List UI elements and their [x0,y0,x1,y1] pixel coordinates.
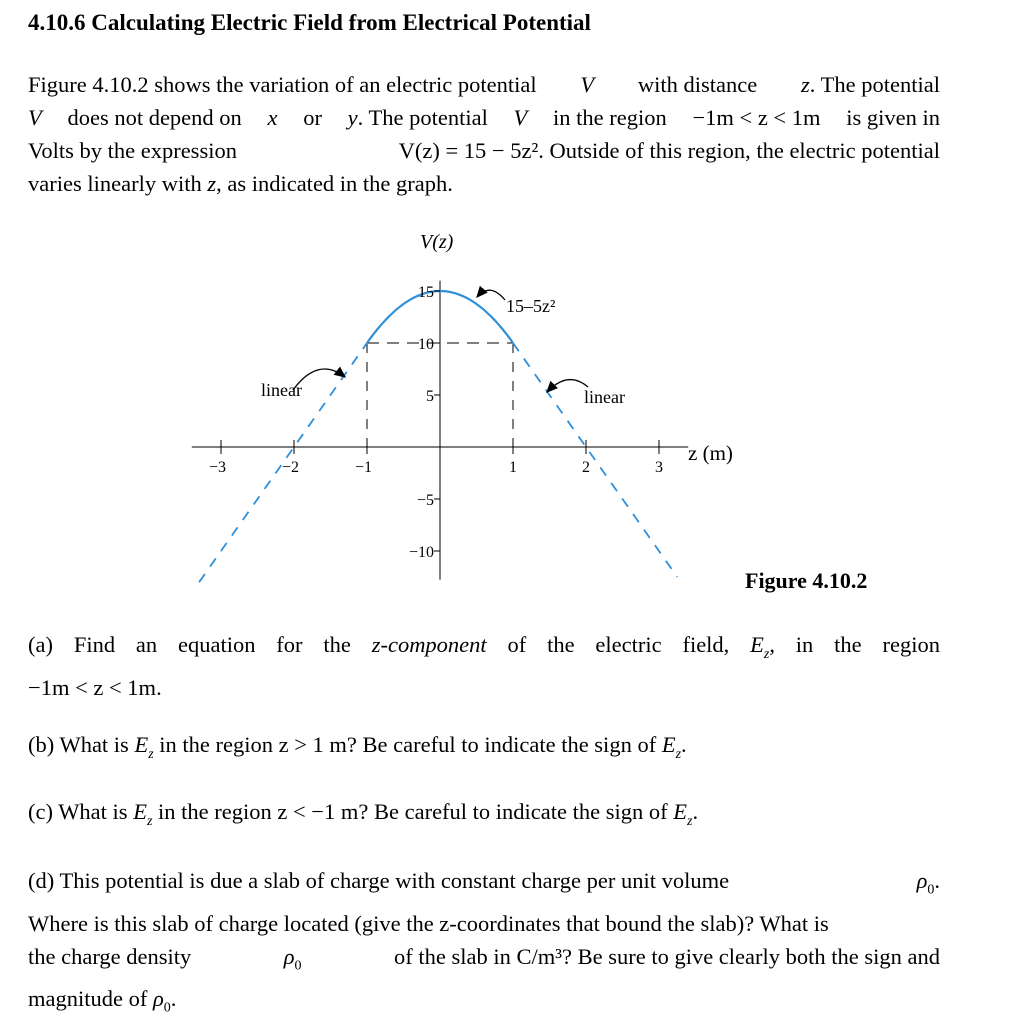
x-tick-label: 1 [509,459,517,476]
region-expression: −1m < z < 1m [692,105,821,130]
part-d-line-3: the charge density $\rho_0$ of the slab in C/m³? Be sure to give clearly both the sign and [28,943,940,973]
part-b: (b) What is $E_z$ in the region z > 1 m? Be careful to indicate the sign of $E_z$. [28,732,687,762]
part-d-line-2: Where is this slab of charge located (give the z-coordinates that bound the slab)? What is [28,910,829,936]
intro-line-4: varies linearly with z, as indicated in the graph. [28,171,453,196]
section-title: 4.10.6 Calculating Electric Field from Electrical Potential [28,10,591,35]
part-d-line-4: magnitude of $\rho_0$. [28,986,177,1016]
right-annotation-arrow [547,380,588,392]
x-axis-label: z (m) [688,441,733,465]
y-axis-label: V(z) [420,231,454,253]
x-tick-label: 2 [582,459,590,476]
x-tick-label: −1 [355,459,373,476]
y-tick-label: 10 [418,336,434,353]
series-line-2 [513,343,677,577]
left-linear-label: linear [261,380,302,400]
potential-expression: V(z) = 15 − 5z² [398,138,539,163]
intro-line-3: Volts by the expression V(z) = 15 − 5z². Outside of this region, the electric potential [28,138,940,163]
curve-annotation-arrow [477,290,505,300]
figure-4-10-2 [0,220,1011,595]
part-d [28,864,940,1025]
y-tick-label: −5 [416,492,434,509]
tick-labels [209,284,663,561]
figure-caption: Figure 4.10.2 [745,568,868,593]
data-series [199,291,677,582]
part-a-line-1: (a) Find an equation for the z-component of the electric field, $E_z$, in the region [28,632,940,662]
x-tick-label: 3 [655,459,663,476]
x-tick-label: −3 [209,459,227,476]
x-tick-label: −2 [282,459,300,476]
part-d-line-1: (d) This potential is due a slab of charge with constant charge per unit volume $\rho_0$. [28,868,940,898]
intro-line-1: Figure 4.10.2 shows the variation of an electric potential V with distance z. The potential [28,72,940,97]
curve-label: 15–5z² [506,296,556,316]
intro-paragraph [28,68,940,200]
right-linear-label: linear [584,387,625,407]
y-tick-label: 5 [426,388,434,405]
axes [192,281,688,580]
part-c: (c) What is $E_z$ in the region z < −1 m? Be careful to indicate the sign of $E_z$. [28,799,699,829]
part-a-line-2: −1m < z < 1m. [28,674,162,700]
part-a [28,628,940,704]
y-tick-label: 15 [418,284,434,301]
potential-graph [0,220,1011,590]
intro-line-2: V does not depend on x or y. The potential V in the region −1m < z < 1m is given in [28,101,940,134]
y-tick-label: −10 [408,544,434,561]
